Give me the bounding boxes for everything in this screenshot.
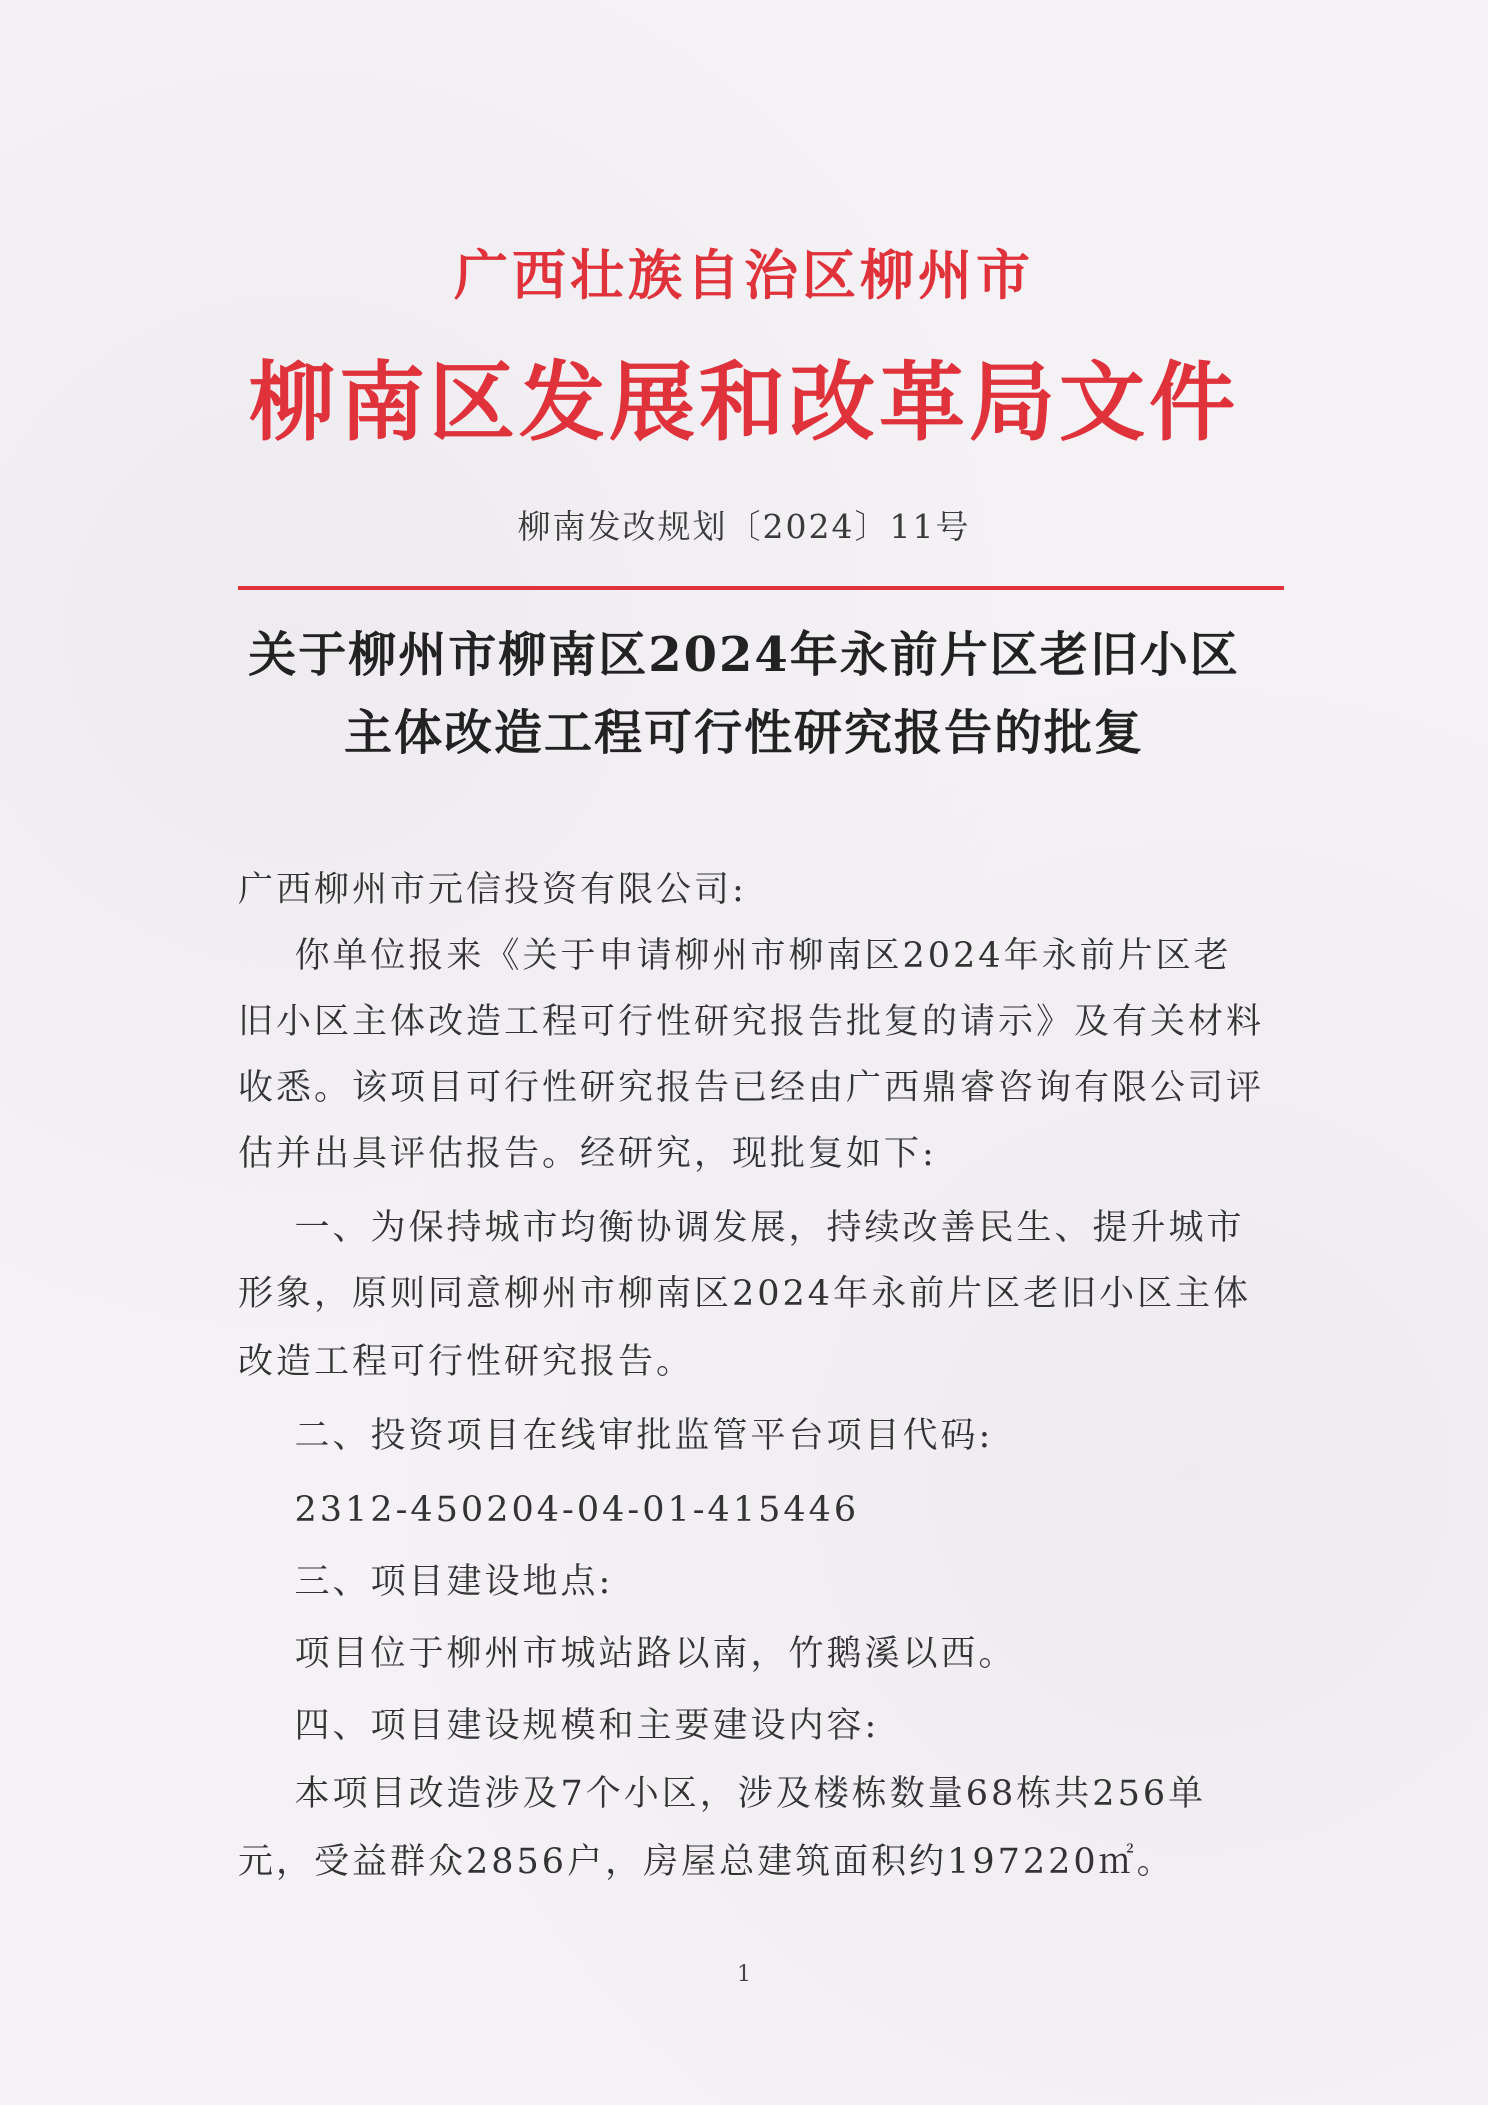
red-divider [238, 586, 1284, 590]
page-number: 1 [737, 1962, 751, 1987]
body-line: 改造工程可行性研究报告。 [238, 1342, 695, 1382]
project-location: 项目位于柳州市城站路以南，竹鹅溪以西。 [238, 1634, 1017, 1674]
body-line: 四、项目建设规模和主要建设内容: [238, 1706, 880, 1746]
issuer-region: 广西壮族自治区柳州市 [454, 244, 1034, 307]
body-line: 三、项目建设地点: [238, 1562, 614, 1602]
body-line: 你单位报来《关于申请柳州市柳南区2024年永前片区老 [238, 936, 1232, 976]
project-code: 2312-450204-04-01-415446 [238, 1490, 860, 1530]
body-line: 估并出具评估报告。经研究，现批复如下: [238, 1134, 937, 1174]
body-line: 本项目改造涉及7个小区，涉及楼栋数量68栋共256单 [238, 1774, 1207, 1814]
document-number: 柳南发改规划〔2024〕11号 [517, 507, 971, 546]
issuer-title: 柳南区发展和改革局文件 [249, 353, 1239, 453]
body-line: 旧小区主体改造工程可行性研究报告批复的请示》及有关材料 [238, 1002, 1265, 1042]
addressee: 广西柳州市元信投资有限公司: [238, 870, 747, 910]
body-line: 收悉。该项目可行性研究报告已经由广西鼎睿咨询有限公司评 [238, 1068, 1265, 1108]
body-line: 元，受益群众2856户，房屋总建筑面积约197220㎡。 [238, 1842, 1175, 1882]
document-title-line-1: 关于柳州市柳南区2024年永前片区老旧小区 [248, 627, 1240, 683]
document-title-line-2: 主体改造工程可行性研究报告的批复 [343, 705, 1144, 761]
body-line: 一、为保持城市均衡协调发展，持续改善民生、提升城市 [238, 1208, 1245, 1248]
body-line: 二、投资项目在线审批监管平台项目代码: [238, 1416, 994, 1456]
body-line: 形象，原则同意柳州市柳南区2024年永前片区老旧小区主体 [238, 1274, 1252, 1314]
